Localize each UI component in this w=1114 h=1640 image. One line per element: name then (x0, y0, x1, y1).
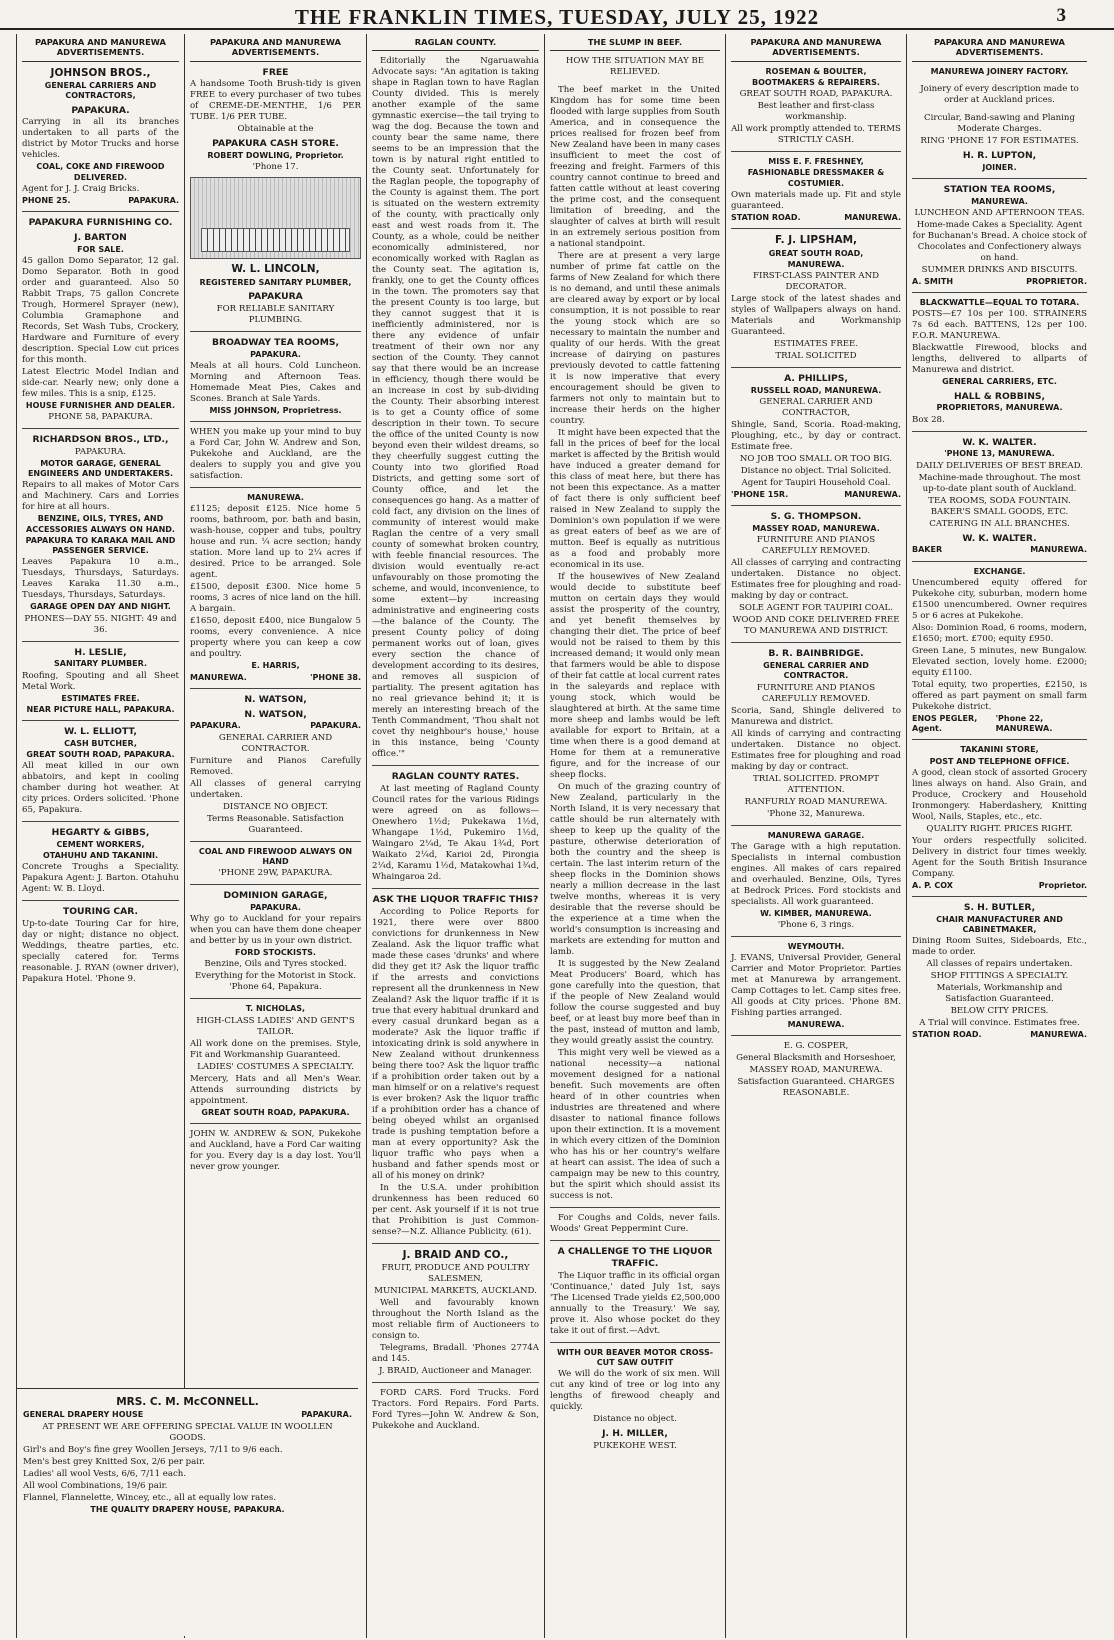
beef-p1: The beef market in the United Kingdom has for some time been flooded with large supplies from South America, and in consequence the prices realised for frozen beef from New Zealand have been in many cases insufficient to meet the cost of freezing and freight. Farmers of this country cannot continue to breed and fatten cattle without at least covering the prime cost, and the consequent limitation of breeding, and the slaughter of calves at birth will result in an extremely serious position from a national standpoint. (550, 85, 720, 250)
ad-watson: N. WATSON, N. WATSON, PAPAKURA. PAPAKURA. GENERAL CARRIER AND CONTRACTOR. Furniture and Pianos Carefully Removed. All classes of general carrying undertaken. DISTANCE NO OBJECT. Terms Reasonable. Satisfaction Guaranteed. (190, 693, 361, 835)
column-header: PAPAKURA AND MANUREWA ADVERTISEMENTS. (22, 37, 179, 62)
beef-p7: This might very well be viewed as a national necessity—a national movement designed for a national benefit. Such movements are often heard of in other countries when industries are threatened and where disaster to national finance follows upon their extinction. It is a movement in which every citizen of the Dominion who has his or her country's welfare at heart can assist. The idea of such a campaign may be new to this country, but the spirit which should assist its success is not. (550, 1048, 720, 1202)
ad-station-tea-rooms: STATION TEA ROOMS, MANUREWA. LUNCHEON AND AFTERNOON TEAS. Home-made Cakes a Speciality. Agent for Buchanan's Bread. A choice stock of Chocolates and Confectionery always on hand. SUMMER DRINKS AND BISCUITS. A. SMITH PROPRIETOR. (912, 183, 1087, 286)
ad-nicholas: T. NICHOLAS, HIGH-CLASS LADIES' AND GENT'S TAILOR. All work done on the premises. Style, Fit and Workmanship Guaranteed. LADIES' COSTUMES A SPECIALTY. Mercery, Hats and all Men's Wear. Attends surrounding districts by appointment. GREAT SOUTH ROAD, PAPAKURA. (190, 1004, 361, 1117)
liquor-article-p1: According to Police Reports for 1921, there were over 8800 convictions for drunkenness in New Zealand. Ask the liquor traffic what made these cases 'drunks' and where did they get it? Ask the liquor traffic if the arrests and convictions represent all the drunkenness in New Zealand? Ask the liquor traffic if it is true that every habitual drunkard and every casual drunkard began as a moderate? Ask the liquor traffic if intoxicating drink is sold anywhere in New Zealand without drunkenness being there too? Ask the liquor traffic if a prohibition order taken out by a man himself or on a relative's request is ever broken? Ask the liquor traffic if a prohibition order has a chance of being obeyed whilst an organised trade is pushing temptation before a man at every opportunity? Ask the liquor traffic who pays when a husband and father spends most or all of his money on drink? (372, 906, 539, 1181)
column-6 (907, 34, 1092, 1638)
ad-cosper: E. G. COSPER, General Blacksmith and Horseshoer, MASSEY ROAD, MANUREWA. Satisfaction Guaranteed. CHARGES REASONABLE. (736, 1041, 896, 1099)
challenge-article: The Liquor traffic in its official organ 'Continuance,' dated July 1st, says 'The Licensed Trade yields £2,500,000 annually to the Treasury.' We say, prove it. Also whose pocket do they take it out of first.—Advt. (550, 1270, 720, 1336)
ad-harris: MANUREWA. £1125; deposit £125. Nice home 5 rooms, bathroom, por. bath and basin, wash-house, copper and tubs, poultry house and run. ¼ acre section; handy station. More land up to 2¼ acres if desired. Price to be arranged. Sole agent. £1500, deposit £300. Nice home 5 rooms, 3 acres of nice land on the hill. A bargain. £1650, deposit £400, nice Bungalow 5 rooms, every convenience. A nice property where you can keep a cow and poultry. E. HARRIS, MANUREWA. 'PHONE 38. (190, 493, 361, 682)
ad-freshney: MISS E. F. FRESHNEY, FASHIONABLE DRESSMAKER & COSTUMIER. Own materials made up. Fit and style guaranteed. STATION ROAD. MANUREWA. (731, 157, 901, 222)
ad-takanini-store: TAKANINI STORE, POST AND TELEPHONE OFFICE. A good, clean stock of assorted Grocery lines always on hand. Also Grain, and Produce, Crockery and Household Ironmongery. Haberdashery, Knitting Wool, Nails, Staples, etc., etc. QUALITY RIGHT. PRICES RIGHT. Your orders respectfully solicited. Delivery in district four times weekly. Agent for the South British Insurance Company. A. P. COX Proprietor. (912, 745, 1087, 890)
divider (190, 1123, 361, 1124)
column-4 (545, 34, 726, 1638)
divider (731, 1035, 901, 1036)
divider (190, 487, 361, 488)
divider (22, 720, 179, 721)
newspaper-title: THE FRANKLIN TIMES, TUESDAY, JULY 25, 1922 (294, 5, 820, 29)
ad-dominion-garage: DOMINION GARAGE, PAPAKURA. Why go to Auckland for your repairs when you can have them done cheaper and better by us in your own district. FORD STOCKISTS. Benzine, Oils and Tyres stocked. Everything for the Motorist in Stock. 'Phone 64, Papakura. (190, 890, 361, 993)
divider (731, 151, 901, 152)
divider (190, 421, 361, 422)
ad-beaver-saw: WITH OUR BEAVER MOTOR CROSS-CUT SAW OUTFIT We will do the work of six men. Will cut any kind of tree or log into any lengths of firewood cheaply and quickly. Distance no object. J. H. MILLER, PUKEKOHE WEST. (550, 1347, 720, 1452)
ad-blackwattle: BLACKWATTLE—EQUAL TO TOTARA. POSTS—£7 10s per 100. STRAINERS 7s 6d each. BATTENS, 12s per 100. F.O.R. MANUREWA. Blackwattle Firewood, blocks and lengths, delivered to allparts of Manurewa and district. GENERAL CARRIERS, ETC. HALL & ROBBINS, PROPRIETORS, MANUREWA. Box 28. (912, 298, 1087, 425)
column-header: PAPAKURA AND MANUREWA ADVERTISEMENTS. (731, 37, 901, 62)
ad-touring-car: TOURING CAR. Up-to-date Touring Car for hire, day or night; distance no object. Weddings, theatre parties, etc. specially catered for. Terms reasonable. J. RYAN (owner driver), Papakura Hotel. 'Phone 9. (22, 906, 179, 985)
beef-p2: There are at present a very large number of prime fat cattle on the farms of New Zealand for which there is no demand, and until these animals are cleared away by export or by local consumption, it is not possible to rear the young stock which are so necessary to maintain the number and quality of our herds. With the great increase of dairying on pastures previously devoted to cattle fattening it is now imperative that every encouragement should be given to farmers not only to maintain but to increase their herds on the higher country. (550, 251, 720, 427)
ad-ford-cars: FORD CARS. Ford Trucks. Ford Tractors. Ford Repairs. Ford Parts. Ford Tyres—John W. Andrew & Son, Pukekohe and Auckland. (372, 1388, 539, 1432)
divider (912, 739, 1087, 740)
divider (190, 841, 361, 842)
ad-furnishing-co: PAPAKURA FURNISHING CO. J. BARTON FOR SALE. 45 gallon Domo Separator, 12 gal. Domo Separator. Both in good order and guaranteed. Also 50 Rabbit Traps, 75 gallon Concrete Trough, Hormerel Sprayer (new), Columbia Gramaphone and Records, Set Wash Tubs, Crockery, Hardware and Furniture of every description. Special Low cut prices for this month. Latest Electric Model Indian and side-car. Nearly new; only done a few miles. This is a snip, £125. HOUSE FURNISHER AND DEALER. PHONE 58, PAPAKURA. (22, 217, 179, 423)
divider (550, 1207, 720, 1208)
divider (190, 998, 361, 999)
masthead (0, 0, 1114, 30)
ad-manurewa-garage: MANUREWA GARAGE. The Garage with a high reputation. Specialists in internal combustion engines. All makes of cars repaired and overhauled. Benzine, Oils, Tyres at Bedrock Prices. Ford stockists and specialists. All work guaranteed. W. KIMBER, MANUREWA. 'Phone 6, 3 rings. (731, 830, 901, 930)
raglan-county-title: RAGLAN COUNTY. (372, 37, 539, 51)
ad-joinery-factory: MANUREWA JOINERY FACTORY. Joinery of every description made to order at Auckland prices. Circular, Band-sawing and Planing Moderate Charges. RING 'PHONE 17 FOR ESTIMATES. H. R. LUPTON, JOINER. (920, 66, 1079, 172)
divider (731, 228, 901, 229)
ad-phillips: A. PHILLIPS, RUSSELL ROAD, MANUREWA. GENERAL CARRIER AND CONTRACTOR, Shingle, Sand, Scoria. Road-making, Ploughing, etc., by day or contract. Estimate free. NO JOB TOO SMALL OR TOO BIG. Distance no object. Trial Solicited. Agent for Taupiri Household Coal. 'PHONE 15R. MANUREWA. (731, 373, 901, 500)
ad-walter: W. K. WALTER. 'PHONE 13, MANUREWA. DAILY DELIVERIES OF BEST BREAD. Machine-made throughout. The most up-to-date plant south of Auckland. TEA ROOMS, SODA FOUNTAIN. BAKER'S SMALL GOODS, ETC. CATERING IN ALL BRANCHES. W. K. WALTER. BAKER MANUREWA. (912, 436, 1087, 555)
ad-broadway-tea-rooms: BROADWAY TEA ROOMS, PAPAKURA. Meals at all hours. Cold Luncheon. Morning and Afternoon Teas. Homemade Meat Pies, Cakes and Scones. Branch at Sale Yards. MISS JOHNSON, Proprietress. (190, 336, 361, 415)
divider (22, 211, 179, 212)
divider (912, 431, 1087, 432)
beef-p4: If the housewives of New Zealand would decide to substitute beef mutton on certain days they would assist the prosperity of the country, and yet benefit themselves by changing their diet. The price of beef would not be raised to them by this increased demand; it would only mean that farmers would be able to dispose of their fat cattle at local current rates in the saleyards and replace with young stock, which would be slaughtered at birth. At the same time more sheep and lambs would be left available for export to Britain, at a time when there is a good demand at Home for them at a remunerative figure, and for the increase of our sheep flocks. (550, 572, 720, 781)
raglan-article: Editorially the Ngaruawahia Advocate says: "An agitation is taking shape in Raglan town to have Raglan County divided. This is merely another example of the same gymnastic exercise—the tail trying to wag the dog. Because the town and county bear the same name, there seems to be an impression that the town is by natural right entitled to the County seat. Unfortunately for the Raglan people, the topography of the County is against them. The port is situated on the western extremity of the county, with practically only east and west roads from it. The County, as a whole, could be neither economically administered, nor economically worked with Raglan as the County seat. The agitation is, frankly, one to get the County offices in the town. The promoters say that the present County is too large, but they cannot suggest that it is inefficiently administered, nor is there any evidence of unfair treatment of their own nor any section of the County. They cannot say that there would be an increase in efficiency, though there would be an increase in cost by sub-dividing the County. Their absorbing interest is to get a County office of some description in their town. To secure the office of the united County is now beyond even their wildest dreams, so they cheerfully suggest cutting the County into two glorified Road Districts, and getting some sort of County office, and let the consequences go hang. As a matter of cold fact, any division on the lines of community of interest would make Raglan the centre of a very small county of somewhat broken country, with feeble financial resources. The division would eventually re-act unfavourably on those promoting the scheme, and would, inconvenience, to some extent—by increasing administrative and engineering costs—the balance of the County. The present County policy of doing permanent works out of loan, gives every section the chance of development according to its desires, and removes all suspicion of partiality. The present agitation has no real grievance behind it; it is merely an interesting breach of the Tenth Commandment, 'Thou shalt not covet thy neighbour's house,' house in this instance, being 'County office.'" (372, 56, 539, 760)
ad-bainbridge: B. R. BAINBRIDGE. GENERAL CARRIER AND CONTRACTOR. FURNITURE AND PIANOS CAREFULLY REMOVED. Scoria, Sand, Shingle delivered to Manurewa and district. All kinds of carrying and contracting undertaken. Distance no object. Estimates free for ploughing and road making by day or contract. TRIAL SOLICITED. PROMPT ATTENTION. RANFURLY ROAD MANUREWA. 'Phone 32, Manurewa. (731, 648, 901, 819)
ad-roseman-boulter: ROSEMAN & BOULTER, BOOTMAKERS & REPAIRERS. GREAT SOUTH ROAD, PAPAKURA. Best leather and first-class workmanship. All work promptly attended to. TERMS STRICTLY CASH. (731, 66, 901, 146)
divider (550, 1342, 720, 1343)
raglan-rates-title: RAGLAN COUNTY RATES. (391, 771, 520, 783)
column-header: PAPAKURA AND MANUREWA ADVERTISEMENTS. (190, 37, 361, 62)
ad-hegarty-gibbs: HEGARTY & GIBBS, CEMENT WORKERS, OTAHUHU AND TAKANINI. Concrete Troughs a Speciality. Papakura Agent: J. Barton. Otahuhu Agent: W. B. Lloyd. (22, 827, 179, 895)
ad-mcconnell-drapery: MRS. C. M. McCONNELL. GENERAL DRAPERY HOUSE PAPAKURA. AT PRESENT WE ARE OFFERING SPECIAL VALUE IN WOOLLEN GOODS. Girl's and Boy's fine grey Woollen Jerseys, 7/11 to 9/6 each. Men's best grey Knitted Sox, 2/6 per pair. Ladies' all wool Vests, 6/6, 7/11 each. All wool Combinations, 19/6 pair. Flannel, Flannelette, Wincey, etc., all at equally low rates. THE QUALITY DRAPERY HOUSE, PAPAKURA. (17, 1388, 358, 1636)
divider (912, 896, 1087, 897)
divider (550, 1240, 720, 1241)
ad-johnson-bros: JOHNSON BROS., GENERAL CARRIERS AND CONTRACTORS, PAPAKURA. Carrying in all its branches undertaken to all parts of the district by Motor Trucks and horse vehicles. COAL, COKE AND FIREWOOD DELIVERED. Agent for J. J. Craig Bricks. PHONE 25. PAPAKURA. (22, 66, 179, 205)
ad-lincoln: W. L. LINCOLN, REGISTERED SANITARY PLUMBER, PAPAKURA FOR RELIABLE SANITARY PLUMBING. (199, 263, 352, 325)
ad-braid: J. BRAID AND CO., FRUIT, PRODUCE AND POULTRY SALESMEN, MUNICIPAL MARKETS, AUCKLAND. Well and favourably known throughout the North Island as the most reliable firm of Auctioneers to consign to. Telegrams, Bradall. 'Phones 2774A and 145. J. BRAID, Auctioneer and Manager. (372, 1248, 539, 1377)
divider (731, 825, 901, 826)
divider (912, 561, 1087, 562)
ad-exchange: EXCHANGE. Unencumbered equity offered for Pukekohe city, suburban, modern home £1500 unencumbered. Owner requires 5 or 6 acres at Pukekohe. Also: Dominion Road, 6 rooms, modern, £1650; mort. £700; equity £950. Green Lane, 5 minutes, new Bungalow. Elevated section, lovely home. £2000; equity £1100. Total equity, two properties, £2150, is offered as part payment on small farm Pukekohe district. ENOS PEGLER, Agent. 'Phone 22, MANUREWA. (912, 566, 1087, 734)
ad-weymouth: WEYMOUTH. J. EVANS, Universal Provider, General Carrier and Motor Proprietor. Parties met at Manurewa by arrangement. Camp Cottages to let. Camp sites free. All goods at City prices. 'Phone 8M. Fishing parties arranged. MANUREWA. (731, 941, 901, 1030)
column-5 (726, 34, 907, 1638)
challenge-title: A CHALLENGE TO THE LIQUOR TRAFFIC. (557, 1246, 713, 1270)
column-header: PAPAKURA AND MANUREWA ADVERTISEMENTS. (912, 37, 1087, 62)
divider (731, 936, 901, 937)
divider (22, 900, 179, 901)
divider (731, 505, 901, 506)
raglan-rates-article: At last meeting of Ragland County Council rates for the various Ridings were agreed on as follows—Onewhero 1½d; Pukekawa 1½d, Whangape 1½d, Pukemiro 1½d, Waingaro 2¼d, Te Akau 1¾d, Port Waikato 2¼d, Karioi 2d, Pirongia 2¼d, Karamu 1½d, Matakowhai 1¾d, Whaingaroa 2d. (372, 784, 539, 883)
slump-in-beef-title: THE SLUMP IN BEEF. (550, 37, 720, 51)
beef-p3: It might have been expected that the fall in the prices of beef for the local market is affected by the British would have induced a greater demand for this class of meat here, but there has not been this expectance. As a matter of fact there is only sufficient beef raised in New Zealand to supply the Dominion's own population if we were as great eaters of beef as we are of mutton. Beef is equally as nutritious as a food and probably more economical in its use. (550, 428, 720, 571)
ad-ford-car: WHEN you make up your mind to buy a Ford Car, John W. Andrew and Son, Pukekohe and Auckland, are the dealers to supply you and give you satisfaction. (190, 427, 361, 482)
divider (190, 884, 361, 885)
ad-thompson: S. G. THOMPSON. MASSEY ROAD, MANUREWA. FURNITURE AND PIANOS CAREFULLY REMOVED. All classes of carrying and contracting undertaken. Distance no object. Estimates free for ploughing and road-making by day or contract. SOLE AGENT FOR TAUPIRI COAL. WOOD AND COKE DELIVERED FREE TO MANUREWA AND DISTRICT. (731, 511, 901, 637)
divider (372, 1382, 539, 1383)
liquor-traffic-title: ASK THE LIQUOR TRAFFIC THIS? (372, 894, 539, 906)
divider (912, 292, 1087, 293)
divider (912, 178, 1087, 179)
slump-subtitle: HOW THE SITUATION MAY BE RELIEVED. (565, 56, 705, 78)
ad-butler: S. H. BUTLER, CHAIR MANUFACTURER AND CABINETMAKER, Dining Room Suites, Sideboards, Etc., made to order. All classes of repairs undertaken. SHOP FITTINGS A SPECIALTY. Materials, Workmanship and Satisfaction Guaranteed. BELOW CITY PRICES. A Trial will convince. Estimates free. STATION ROAD. MANUREWA. (912, 902, 1087, 1040)
column-3 (367, 34, 545, 1638)
ad-lipsham: F. J. LIPSHAM, GREAT SOUTH ROAD, MANUREWA. FIRST-CLASS PAINTER AND DECORATOR. Large stock of the latest shades and styles of Wallpapers always on hand. Materials and Workmanship Guaranteed. ESTIMATES FREE. TRIAL SOLICITED (731, 234, 901, 362)
divider (372, 765, 539, 766)
ad-leslie: H. LESLIE, SANITARY PLUMBER. Roofing, Spouting and all Sheet Metal Work. ESTIMATES FREE. NEAR PICTURE HALL, PAPAKURA. (22, 646, 179, 714)
divider (190, 331, 361, 332)
beef-p5: On much of the grazing country of New Zealand, particularly in the North Island, it is very necessary that cattle should be run alternately with sheep to keep up the quality of the pasture, otherwise deterioration of both the country and the sheep is certain. The last interim return of the sheep flocks in the Dominion shows nearly a million decrease in the last twelve months, whereas it is very desirable that the reverse should be the experience at a time when the world's consumption is increasing and markets are extending for mutton and lamb. (550, 782, 720, 958)
ad-richardson-bros: RICHARDSON BROS., LTD., PAPAKURA. MOTOR GARAGE, GENERAL ENGINEERS AND UNDERTAKERS. Repairs to all makes of Motor Cars and Machinery. Cars and Lorries for hire at all hours. BENZINE, OILS, TYRES, AND ACCESSORIES ALWAYS ON HAND. PAPAKURA TO KARAKA MAIL AND PASSENGER SERVICE. Leaves Papakura 10 a.m., Tuesdays, Thursdays, Saturdays. Leaves Karaka 11.30 a.m., Tuesdays, Thursdays, Saturdays. GARAGE OPEN DAY AND NIGHT. PHONES—DAY 55. NIGHT: 49 and 36. (22, 434, 179, 635)
liquor-article-p2: In the U.S.A. under prohibition drunkenness has been reduced 60 per cent. Ask yourself if it is not true that Prohibition is just Common-sense?—N.Z. Alliance Publicity. (61). (372, 1182, 539, 1237)
divider (731, 367, 901, 368)
page-number: 3 (1056, 5, 1066, 26)
ad-coughs: For Coughs and Colds, never fails. Woods' Great Peppermint Cure. (550, 1213, 720, 1235)
divider (22, 641, 179, 642)
divider (372, 888, 539, 889)
divider (372, 1243, 539, 1244)
divider (731, 642, 901, 643)
bathroom-illustration (190, 177, 361, 259)
divider (22, 821, 179, 822)
ad-free-tooth-brush: FREE A handsome Tooth Brush-tidy is given FREE to every purchaser of two tubes of CREME-DE-MENTHE, 1/6 PER TUBE. 1/6 PER TUBE. Obtainable at the PAPAKURA CASH STORE. ROBERT DOWLING, Proprietor. 'Phone 17. (190, 66, 361, 173)
ad-coal-firewood: COAL AND FIREWOOD ALWAYS ON HAND 'PHONE 29W, PAPAKURA. (198, 846, 353, 879)
ad-ford-waiting: JOHN W. ANDREW & SON, Pukekohe and Auckland, have a Ford Car waiting for you. Every day is a day lost. You'll never grow younger. (190, 1128, 361, 1172)
divider (190, 688, 361, 689)
ad-elliott: W. L. ELLIOTT, CASH BUTCHER, GREAT SOUTH ROAD, PAPAKURA. All meat killed in our own abbatoirs, and kept in cooling chamber during hot weather. At city prices. Orders solicited. 'Phone 65, Papakura. (22, 725, 179, 816)
divider (22, 428, 179, 429)
beef-p6: It is suggested by the New Zealand Meat Producers' Board, which has gone carefully into the question, that if the people of New Zealand would follow the course suggested and buy beef, or at least buy more beef than in the past, instead of mutton and lamb, they would greatly assist the country. (550, 959, 720, 1047)
